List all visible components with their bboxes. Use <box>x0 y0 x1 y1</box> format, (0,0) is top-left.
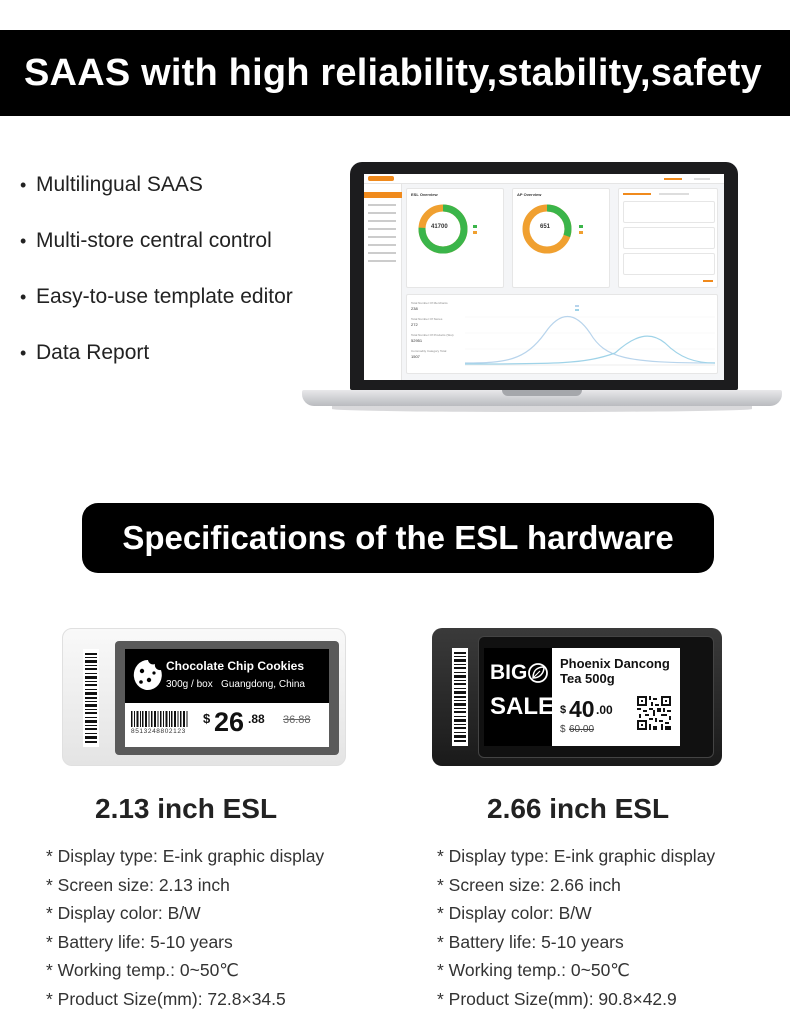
esl-2-13-device <box>62 628 346 766</box>
feature-list <box>20 170 293 394</box>
price-currency: $ <box>203 711 211 726</box>
spec-title: Specifications of the ESL hardware <box>122 519 674 556</box>
old-price-currency: $ <box>560 724 566 735</box>
esl-header-block <box>125 649 329 703</box>
barcode-number: 8513248802123 <box>131 728 186 735</box>
price-main: 40 <box>569 696 595 722</box>
spec-list-2-13 <box>46 845 324 1016</box>
product-barcode-icon <box>131 711 189 727</box>
warning-card <box>618 188 718 288</box>
dashboard-logo <box>368 176 394 181</box>
spec-item: * Screen size: 2.13 inch <box>46 874 230 895</box>
spec-item: * Product Size(mm): 72.8×34.5 <box>46 988 286 1009</box>
spec-item: * Display type: E-ink graphic display <box>46 846 325 866</box>
esl-overview-card: ESL Overview 41700 <box>406 188 504 288</box>
sidebar-item[interactable] <box>368 228 396 230</box>
esl-2-66-device <box>432 628 722 766</box>
esl-screen <box>484 648 680 746</box>
price-currency: $ <box>560 704 567 716</box>
spec-list-2-66 <box>437 845 715 1016</box>
side-barcode-icon <box>83 649 99 747</box>
price-cents: .00 <box>596 703 613 717</box>
qr-code-icon <box>637 696 671 730</box>
header-title: SAAS with high reliability,stability,safety <box>24 52 762 94</box>
spec-item: * Display color: B/W <box>437 903 592 923</box>
old-price: 60.00 <box>569 724 595 735</box>
price-main: 26 <box>214 707 245 737</box>
spec-item: * Battery life: 5-10 years <box>46 931 233 952</box>
leaf-icon <box>528 662 548 684</box>
spec-item: * Screen size: 2.66 inch <box>437 874 621 895</box>
spec-item: * Product Size(mm): 90.8×42.9 <box>437 988 677 1009</box>
feature-item: • Multilingual SAAS <box>20 173 203 196</box>
dashboard-screen <box>364 174 724 380</box>
feature-item: • Multi-store central control <box>20 229 272 252</box>
laptop-image <box>302 160 782 420</box>
model-title-2-66: 2.66 inch ESL <box>487 793 670 824</box>
laptop-shadow <box>332 406 752 412</box>
trend-card: Total Number Of Merchants 238 Total Number Of Stores 272 Total Number Of Products (Sku) 52951 Commodity Category Total 1507 <box>406 294 718 374</box>
spec-item: * Working temp.: 0~50℃ <box>46 960 239 980</box>
ap-overview-card: AP Overview 651 <box>512 188 610 288</box>
spec-item: * Working temp.: 0~50℃ <box>437 960 630 980</box>
sidebar-item[interactable] <box>368 220 396 222</box>
old-price: 36.88 <box>283 714 311 726</box>
sidebar-item[interactable] <box>368 236 396 238</box>
header-banner <box>0 30 790 116</box>
product-info: 300g / box Guangdong, China <box>166 679 305 690</box>
product-name: Chocolate Chip Cookies <box>166 659 305 673</box>
feature-item: • Easy-to-use template editor <box>20 285 293 308</box>
cookie-icon <box>133 658 163 692</box>
feature-item: • Data Report <box>20 341 150 364</box>
sidebar-item[interactable] <box>368 244 396 246</box>
spec-banner <box>82 503 714 573</box>
price-cents: .88 <box>248 712 265 726</box>
sale-badge <box>484 648 555 746</box>
sidebar-item[interactable] <box>368 212 396 214</box>
sidebar-item[interactable] <box>368 260 396 262</box>
badge-big: BIG <box>490 661 528 684</box>
trend-line-chart <box>465 303 715 369</box>
side-barcode-icon <box>452 648 468 746</box>
dashboard-topbar <box>364 174 724 184</box>
badge-sale: SALE <box>490 693 555 720</box>
model-title-2-13: 2.13 inch ESL <box>95 793 278 824</box>
dashboard-sidebar <box>364 184 402 380</box>
sidebar-item[interactable] <box>368 204 396 206</box>
esl-screen <box>125 649 329 747</box>
spec-item: * Display type: E-ink graphic display <box>437 846 716 866</box>
spec-item: * Battery life: 5-10 years <box>437 931 624 952</box>
sidebar-item[interactable] <box>368 252 396 254</box>
spec-item: * Display color: B/W <box>46 903 201 923</box>
product-name: Phoenix Dancong Tea 500g <box>560 656 670 686</box>
laptop-notch <box>502 390 582 396</box>
sidebar-active-item[interactable] <box>364 192 402 198</box>
